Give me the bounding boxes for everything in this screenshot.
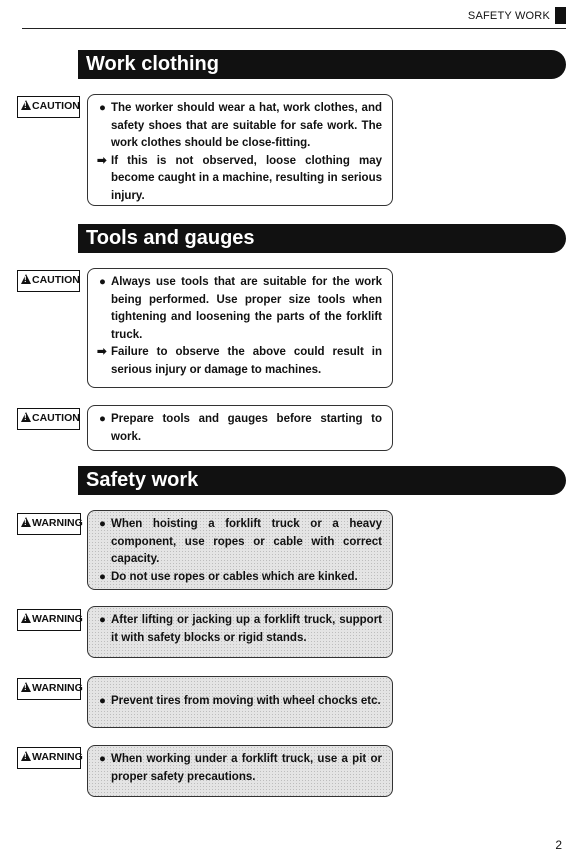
notice-item: [99, 612, 382, 647]
notice-box: [87, 268, 393, 388]
bullet-icon: ●: [99, 570, 106, 583]
header-marker-block: [555, 7, 566, 24]
section-banner-safety-work: [78, 466, 566, 495]
caution-label: [17, 96, 80, 118]
notice-level: WARNING: [32, 682, 83, 694]
notice-box: [87, 94, 393, 206]
warning-triangle-icon: [21, 274, 31, 284]
warning-label: [17, 513, 81, 535]
notice-item-text: The worker should wear a hat, work clothes, and safety shoes that are suitable for safe work. The work clothes should be close-fitting.: [111, 102, 382, 149]
notice-level: CAUTION: [32, 100, 80, 112]
notice-item-text: After lifting or jacking up a forklift truck, support it with safety blocks or rigid stands.: [111, 614, 382, 644]
page-number: 2: [555, 838, 562, 852]
notice-item-text: When working under a forklift truck, use a pit or proper safety precautions.: [111, 753, 382, 783]
warning-triangle-icon: [21, 412, 31, 422]
warning-triangle-icon: [21, 100, 31, 110]
notice-note: [99, 344, 382, 379]
bullet-icon: ●: [99, 518, 106, 530]
notice-box: [87, 606, 393, 658]
notice-note-text: If this is not observed, loose clothing may become caught in a machine, resulting in serious injury.: [111, 154, 382, 202]
notice-level: WARNING: [32, 751, 83, 763]
notice-box: [87, 745, 393, 797]
notice-item: [99, 751, 382, 786]
arrow-right-icon: ➡: [97, 154, 107, 167]
warning-label: [17, 609, 81, 631]
section-title: Safety work: [86, 469, 199, 491]
notice-item: [99, 569, 382, 587]
notice-item: [99, 516, 382, 569]
notice-level: WARNING: [32, 517, 83, 529]
notice-level: WARNING: [32, 613, 83, 625]
warning-triangle-icon: [21, 751, 31, 761]
warning-label: [17, 678, 81, 700]
notice-item: [99, 693, 382, 711]
bullet-icon: ●: [99, 695, 106, 707]
header-title: SAFETY WORK: [467, 10, 550, 22]
warning-triangle-icon: [21, 682, 31, 692]
caution-label: [17, 270, 80, 292]
notice-item-text: Always use tools that are suitable for the work being performed. Use proper size tools when tightening and loosening the parts of the forklift truck.: [111, 276, 382, 341]
notice-item-text: Do not use ropes or cables which are kinked.: [111, 570, 358, 583]
bullet-icon: ●: [99, 614, 106, 626]
section-title: Tools and gauges: [86, 227, 255, 249]
notice-item: [99, 411, 382, 446]
section-banner-tools-and-gauges: [78, 224, 566, 253]
notice-item-text: When hoisting a forklift truck or a heavy component, use ropes or cable with correct capacity.: [111, 518, 382, 565]
notice-box: [87, 510, 393, 590]
section-banner-work-clothing: [78, 50, 566, 79]
notice-level: CAUTION: [32, 274, 80, 286]
warning-triangle-icon: [21, 613, 31, 623]
notice-note-text: Failure to observe the above could result in serious injury or damage to machines.: [111, 346, 382, 376]
bullet-icon: ●: [99, 276, 106, 288]
page-header: [22, 6, 566, 29]
warning-triangle-icon: [21, 517, 31, 527]
notice-item-text: Prevent tires from moving with wheel chocks etc.: [111, 695, 381, 707]
bullet-icon: ●: [99, 413, 106, 425]
arrow-right-icon: ➡: [97, 346, 107, 358]
bullet-icon: ●: [99, 753, 106, 765]
notice-box: [87, 405, 393, 451]
caution-label: [17, 408, 80, 430]
notice-box: [87, 676, 393, 728]
warning-label: [17, 747, 81, 769]
notice-note: [99, 153, 382, 206]
bullet-icon: ●: [99, 102, 106, 114]
notice-item: [99, 100, 382, 153]
notice-item-text: Prepare tools and gauges before starting to work.: [111, 413, 382, 443]
notice-level: CAUTION: [32, 412, 80, 424]
section-title: Work clothing: [86, 53, 219, 75]
notice-item: [99, 274, 382, 344]
